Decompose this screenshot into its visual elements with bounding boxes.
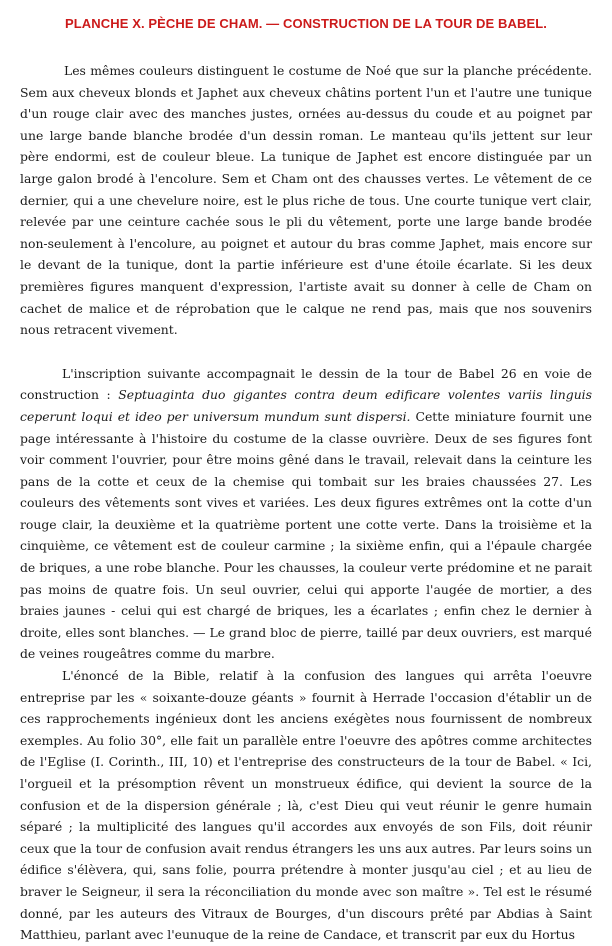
paragraph-spacer xyxy=(20,341,592,363)
paragraph-costume-noe: Les mêmes couleurs distinguent le costume de Noé que sur la planche précédente. Sem aux cheveux blonds et Japhet aux cheveux châtins portent l'un et l'autre une tunique d'un rouge clair avec des manches justes, ornées au-dessus du coude et au poignet par une large bande blanche brodée d'un dessin roman. Le manteau qu'ils jettent sur leur père endormi, est de couleur bleue. La tunique de Japhet est encore distinguée par un large galon brodé à l'encolure. Sem et Cham ont des chausses vertes. Le vêtement de ce dernier, qui a une chevelure noire, est le plus riche de tous. Une courte tunique vert clair, relevée par une ceinture cachée sous le pli du vêtement, porte une large bande brodée non-seulement à l'encolure, au poignet et autour du bras comme Japhet, mais encore sur le devant de la tunique, dont la partie inférieure est d'une étoile écarlate. Si les deux premières figures manquent d'expression, l'artiste avait su donner à celle de Cham on cachet de malice et de réprobation que le calque ne rend pas, mais que nos souvenirs nous retracent vivement. xyxy=(20,63,592,338)
paragraph-text-after-latin: Cette miniature fournit une page intéressante à l'histoire du costume de la classe ouvrière. Deux de ses figures font voir comment l'ouvrier, pour être moins gêné dans le travail, relevait dans la ceinture les pans de la cotte et ceux de la chemise qui tombait sur les braies chaussées 27. Les couleurs des vêtements sont vives et variées. Les deux figures extrêmes ont la cotte d'un rouge clair, la deuxième et la quatrième portent une cotte verte. Dans la troisième et la cinquième, ce vêtement est de couleur carmine ; la sixième enfin, qui a l'épaule chargée de briques, a une robe blanche. Pour les chausses, la couleur verte prédomine et ne parait pas moins de quatre fois. Un seul ouvrier, celui qui apporte l'augée de mortier, a des braies jaunes - celui qui est chargé de briques, les a écarlates ; enfin chez le dernier à droite, elles sont blanches. — Le grand bloc de pierre, taillé par deux ouvriers, est marqué de veines rougeâtres comme du marbre. xyxy=(20,408,593,662)
paragraph-confusion-des-langues: L'énoncé de la Bible, relatif à la confusion des langues qui arrêta l'oeuvre entreprise par les « soixante-douze géants » fournit à Herrade l'occasion d'établir un de ces rapprochements ingénieux dont les anciens exégètes nous fournissent de nombreux exemples. Au folio 30°, elle fait un parallèle entre l'oeuvre des apôtres comme architectes de l'Eglise (I. Corinth., III, 10) et l'entreprise des constructeurs de la tour de Babel. « Ici, l'orgueil et la présomption rêvent un monstrueux édifice, qui devient la source de la confusion et de la dispersion générale ; là, c'est Dieu qui veut réunir le genre humain séparé ; la multiplicité des langues qu'il accordes aux envoyés de son Fils, doit réunir ceux que la tour de confusion avait rendus étrangers les uns aux autres. Par leurs soins un édifice s'élèvera, qui, sans folie, pourra prétendre à monter jusqu'au ciel ; et au lieu de braver le Seigneur, il sera la réconciliation du monde avec son maître ». Tel est le résumé donné, par les auteurs des Vitraux de Bourges, d'un discours prêté par Abdias à Saint Matthieu, parlant avec l'eunuque de la reine de Candace, et transcrit par eux du Hortus xyxy=(20,668,592,943)
paragraph-text-before-latin: L'inscription suivante accompagnait le dessin de la tour de Babel 26 en voie de construction : xyxy=(20,365,592,403)
latin-inscription: Septuaginta duo gigantes contra deum edificare volentes variis linguis ceperunt loqui et ideo per universum mundum sunt dispersi. xyxy=(20,387,592,424)
paragraph-tour-de-babel xyxy=(20,363,592,665)
page-title: PLANCHE X. PÈCHE DE CHAM. — CONSTRUCTION DE LA TOUR DE BABEL. xyxy=(64,16,548,31)
